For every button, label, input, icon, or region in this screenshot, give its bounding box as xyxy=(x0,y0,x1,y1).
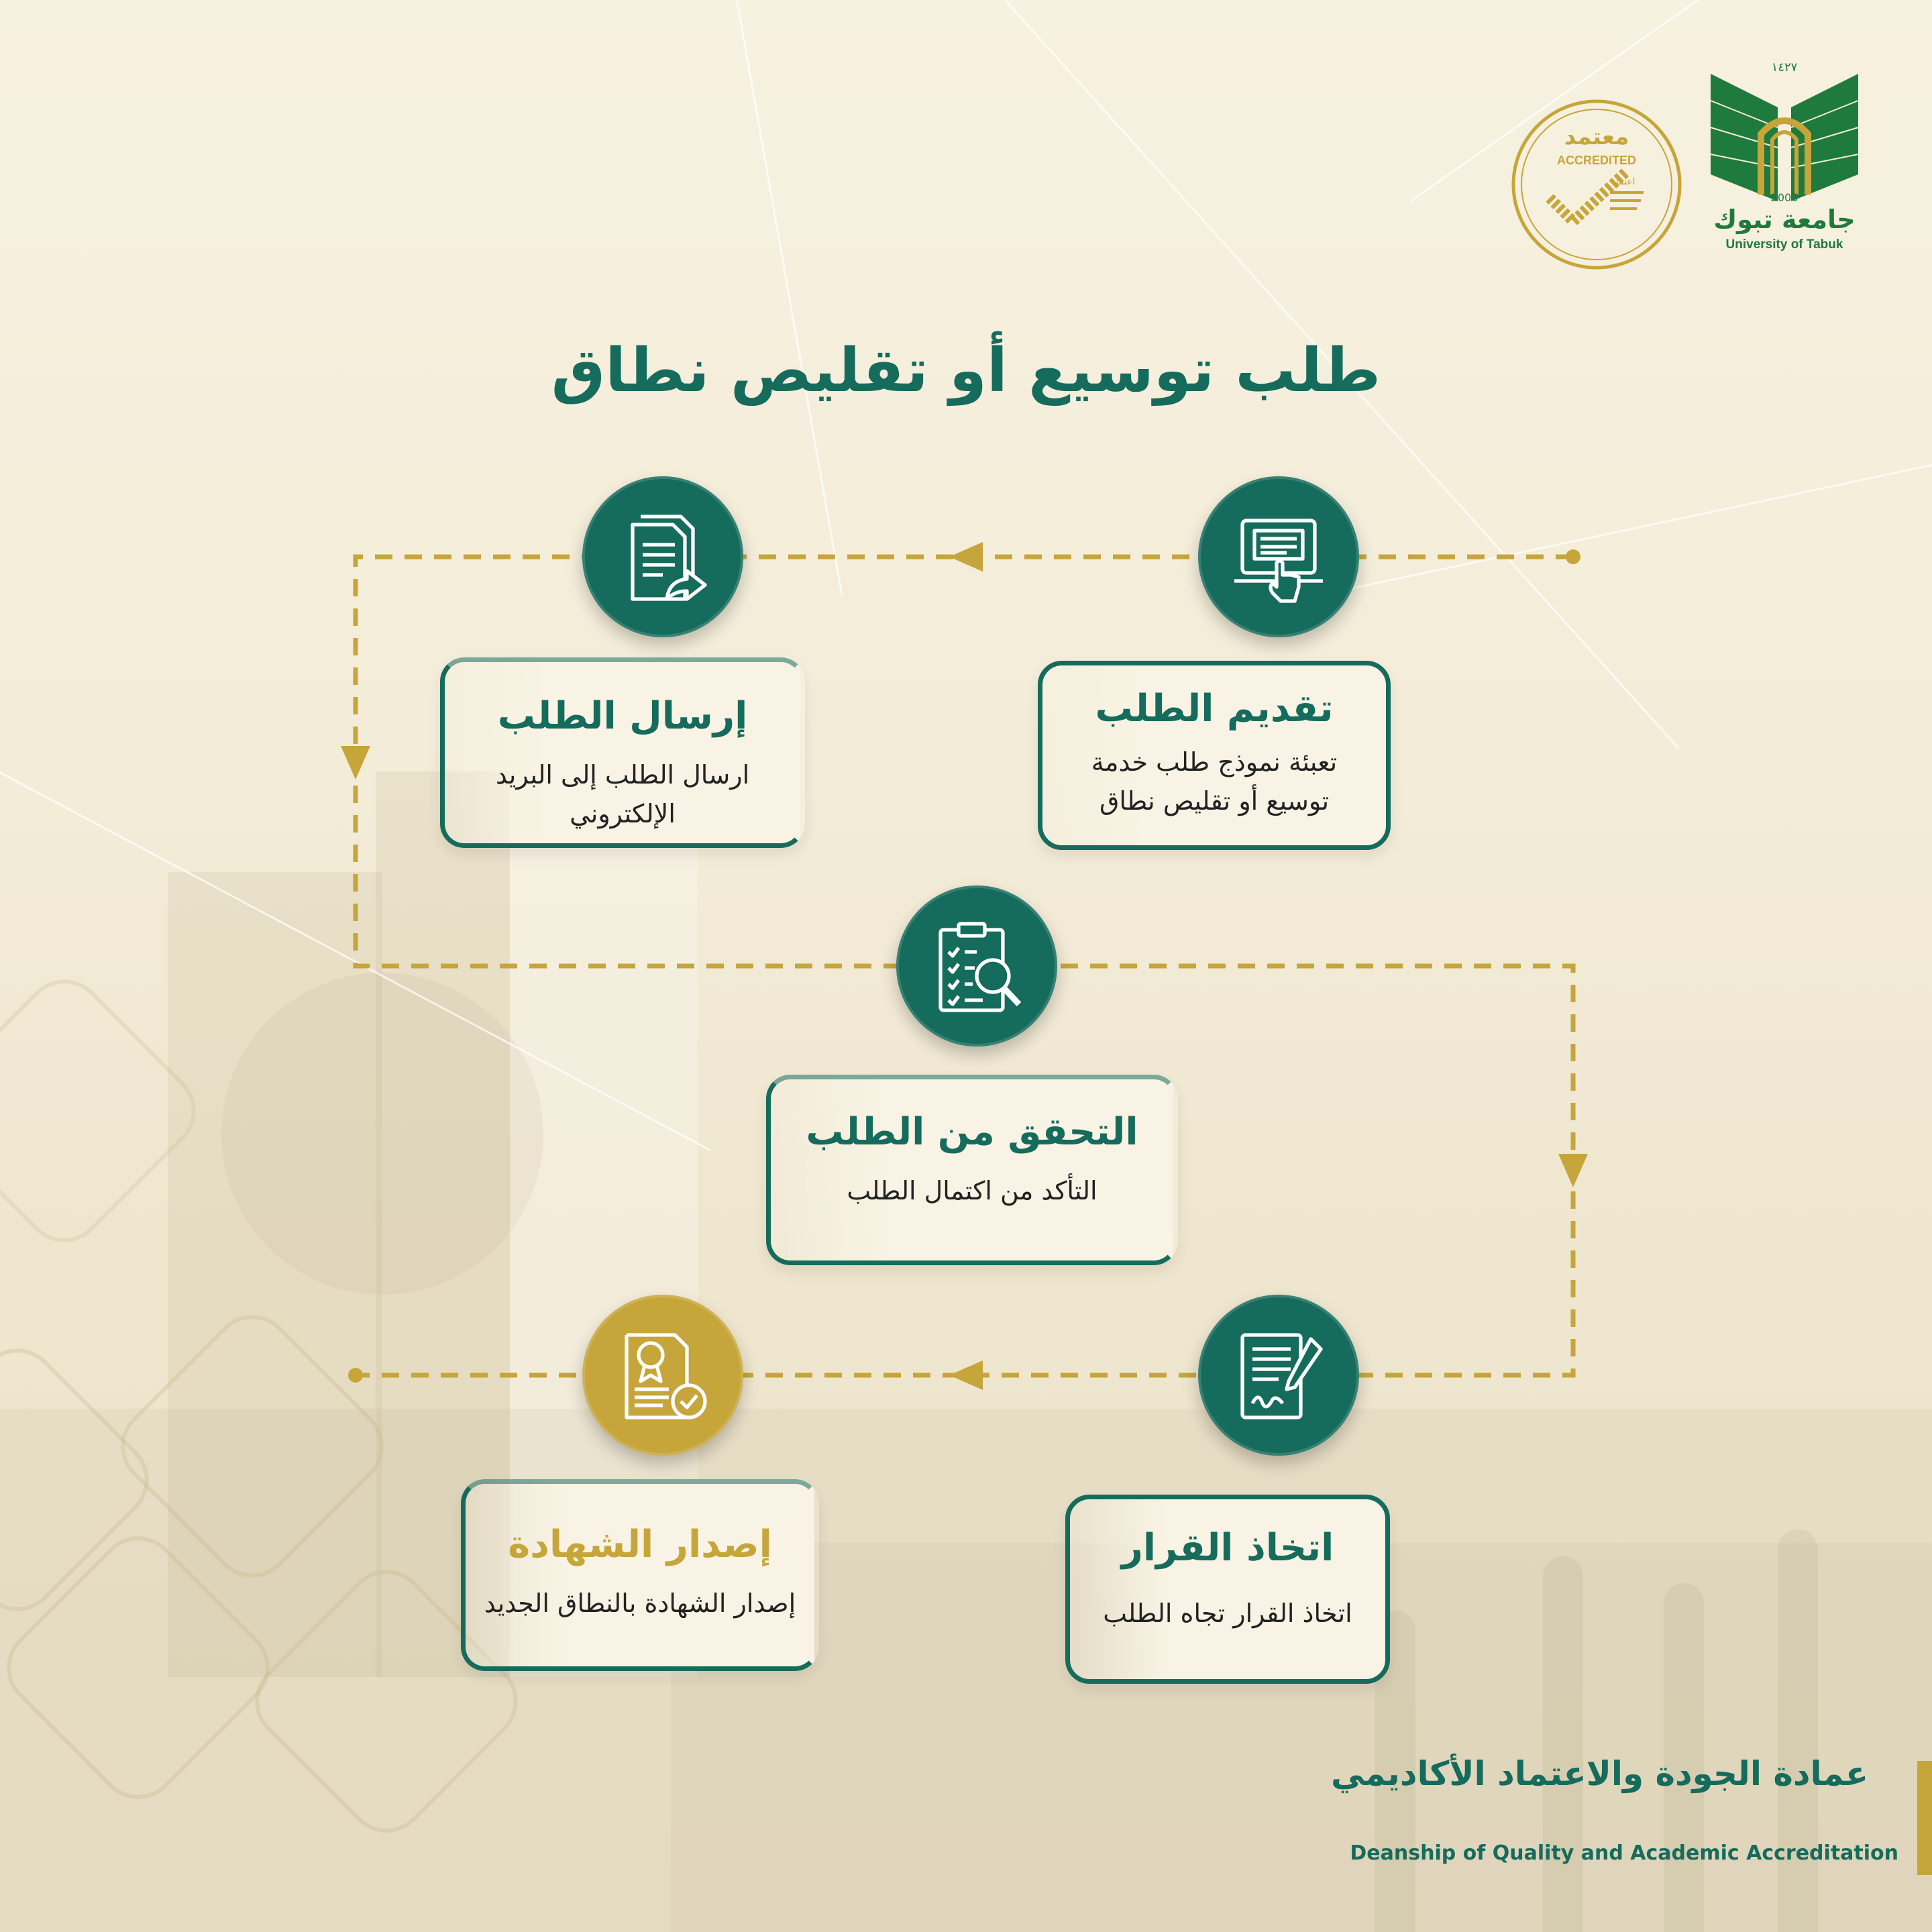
university-english-name: University of Tabuk xyxy=(1725,237,1843,252)
founded-year: 2006 xyxy=(1770,191,1799,204)
step-description-line: التأكد من اكتمال الطلب xyxy=(847,1176,1097,1205)
arrow-down-icon xyxy=(1558,1154,1588,1187)
step-heading: تقديم الطلب xyxy=(1095,687,1334,731)
arrow-left-icon xyxy=(949,542,983,572)
deanship-arabic-name: عمادة الجودة والاعتماد الأكاديمي xyxy=(1330,1754,1868,1793)
certificate-check-icon xyxy=(582,1295,743,1456)
step-card-send-request xyxy=(440,657,805,848)
arrow-left-icon xyxy=(949,1360,983,1390)
university-arabic-name: جامعة تبوك xyxy=(1713,205,1856,234)
document-sign-icon xyxy=(1198,1295,1359,1456)
accredited-arabic: معتمد xyxy=(1564,123,1629,150)
hijri-year: ١٤٢٧ xyxy=(1771,60,1798,74)
step-description-line: تعبئة نموذج طلب خدمة xyxy=(1091,747,1338,777)
step-description-line: اتخاذ القرار تجاه الطلب xyxy=(1103,1599,1352,1628)
document-send-icon xyxy=(582,476,743,637)
step-heading: اتخاذ القرار xyxy=(1121,1526,1334,1570)
step-description-line: توسيع أو تقليص نطاق xyxy=(1099,786,1330,816)
arrow-down-icon xyxy=(341,746,370,780)
step-description-line: إصدار الشهادة بالنطاق الجديد xyxy=(484,1589,796,1618)
deanship-english-name: Deanship of Quality and Academic Accreditation xyxy=(1350,1841,1898,1865)
step-card-issue-certificate xyxy=(461,1479,819,1671)
step-heading: إصدار الشهادة xyxy=(508,1523,772,1566)
page-title: طلب توسيع أو تقليص نطاق xyxy=(551,335,1381,406)
flow-start-dot xyxy=(1566,549,1580,564)
step-heading: التحقق من الطلب xyxy=(806,1110,1138,1154)
step-card-decision xyxy=(1065,1495,1390,1684)
step-heading: إرسال الطلب xyxy=(497,694,748,738)
accredited-english: ACCREDITED xyxy=(1556,154,1637,167)
step-card-verify-request xyxy=(766,1075,1178,1265)
step-card-submit-request xyxy=(1038,661,1391,850)
accreditation-small-text: اعتماد xyxy=(1611,176,1635,187)
step-description-line: ارسال الطلب إلى البريد الإلكتروني xyxy=(495,760,750,828)
footer-accent-bar xyxy=(1917,1761,1932,1875)
form-click-icon xyxy=(1198,476,1359,637)
clipboard-search-icon xyxy=(896,885,1057,1046)
flow-end-dot xyxy=(348,1368,363,1383)
